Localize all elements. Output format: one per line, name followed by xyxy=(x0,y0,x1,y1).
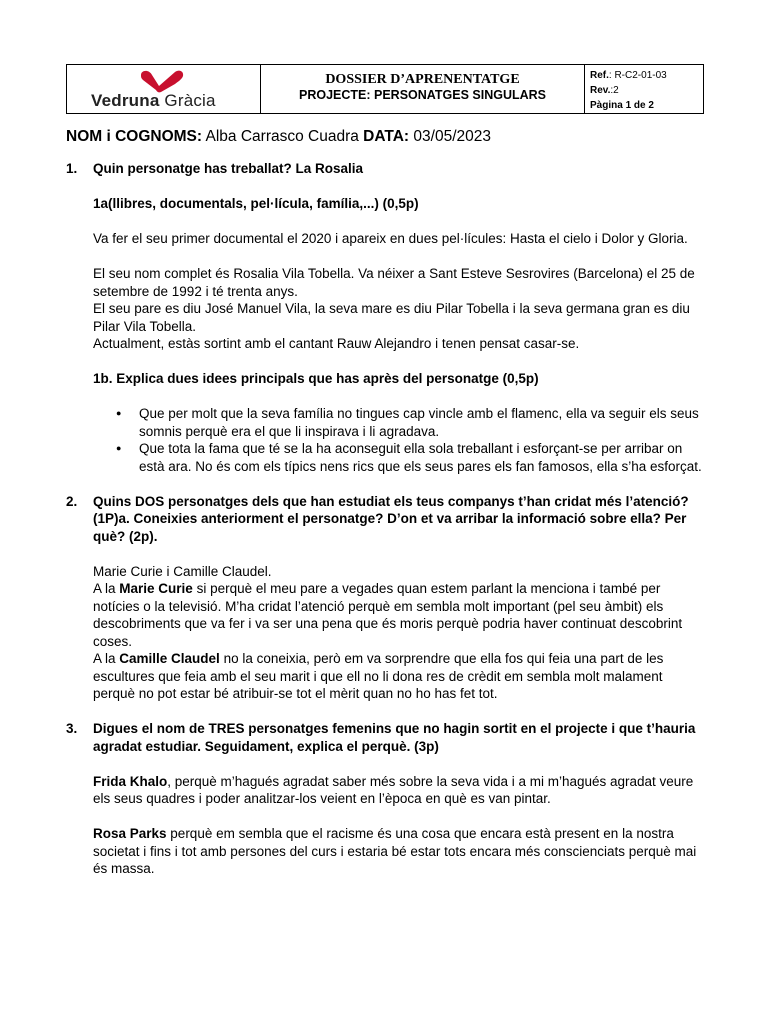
ideas-list xyxy=(116,405,706,475)
document-header xyxy=(66,64,704,114)
person-name: Rosa Parks xyxy=(93,826,167,841)
logo-wordmark xyxy=(91,91,216,111)
ref-line: Ref.: R-C2-01-03 xyxy=(590,70,667,81)
answer-paragraph: El seu pare es diu José Manuel Vila, la seva mare es diu Pilar Tobella i la seva germana gran es diu Pilar Vila Tobella. xyxy=(93,301,690,334)
question-text: Quins DOS personatges dels que han estudiat els teus companys t’han cridat més l’atenció? (1P)a. Coneixies anteriorment el personatge? D’on et va arribar la informació sobre ella? Per què? (2p). xyxy=(93,493,689,544)
answer-paragraph: A la Marie Curie si perquè el meu pare a vegades quan estem parlant la menciona i també per notícies o la televisió. M’ha cridat l’atenció perquè em sembla molt important (pel seu àmbit) els descobriments que va fer i va ser una pena que és moris perquè podria haver continuat descobrint coses. xyxy=(93,581,683,649)
name-label: NOM i COGNOMS: xyxy=(66,128,203,145)
answer-paragraph: A la Camille Claudel no la coneixia, però em va sorprendre que ella fos qui feia una part de les escultures que feia amb el seu marit i que ell no li dona res de crèdit em sembla molt malament perquè no pot estar bé atribuir-se tot el mèrit quan no ho has fet tot. xyxy=(93,651,664,701)
header-meta-cell xyxy=(585,65,703,113)
logo-place: Gràcia xyxy=(164,91,216,110)
school-logo xyxy=(67,65,261,113)
subquestion-1b: 1b. Explica dues idees principals que has après del personatge (0,5p) xyxy=(93,371,539,386)
answer-paragraph: Frida Khalo, perquè m’hagués agradat saber més sobre la seva vida i a mi m’hagués agradat veure els seus quadres i poder analitzar-los veient en l’època en què es van pintar. xyxy=(93,773,694,806)
answer-paragraph: Actualment, estàs sortint amb el cantant Rauw Alejandro i tenen pensat casar-se. xyxy=(93,336,580,351)
rev-line: Rev.:2 xyxy=(590,85,619,96)
document-subtitle: PROJECTE: PERSONATGES SINGULARS xyxy=(298,88,547,102)
question-number: 2. xyxy=(66,493,78,509)
question-number: 3. xyxy=(66,721,78,736)
logo-brand: Vedruna xyxy=(91,91,160,110)
answer-paragraph: El seu nom complet és Rosalia Vila Tobella. Va néixer a Sant Esteve Sesrovires (Barcelona) el 25 de setembre de 1992 i té trenta anys. xyxy=(93,266,695,299)
document-body xyxy=(66,160,706,878)
person-name: Frida Khalo xyxy=(93,773,168,789)
name-value: Alba Carrasco Cuadra xyxy=(202,128,364,145)
question-1 xyxy=(66,160,706,178)
question-3 xyxy=(66,720,706,755)
question-text: Digues el nom de TRES personatges femenins que no hagin sortit en el projecte i que t’hauria agradat estudiar. Seguidament, explica el perquè. (3p) xyxy=(93,721,696,754)
heart-icon xyxy=(137,69,187,93)
question-text: Quin personatge has treballat? La Rosalia xyxy=(93,161,364,176)
answer-paragraph: Marie Curie i Camille Claudel. xyxy=(93,563,272,579)
date-value: 03/05/2023 xyxy=(409,128,491,145)
document-title: DOSSIER D’APRENENTATGE xyxy=(325,72,520,87)
person-name: Camille Claudel xyxy=(119,651,220,666)
question-number: 1. xyxy=(66,161,78,176)
list-item: ● Que tota la fama que té se la ha aconseguit ella sola treballant i esforçant-se per arribar on està ara. No és com els típics nens rics que els seus pares els fan famosos, ella s’ha esforçat. xyxy=(116,440,706,475)
student-info xyxy=(66,128,491,146)
answer-paragraph: Rosa Parks perquè em sembla que el racisme és una cosa que encara està present en la nostra societat i fins i tot amb persones del curs i estaria bé estar tots encara més conscienciats perquè mai és massa. xyxy=(93,826,697,876)
date-label: DATA: xyxy=(363,128,410,145)
question-2 xyxy=(66,493,706,546)
answer-paragraph: Va fer el seu primer documental el 2020 i apareix en dues pel·lícules: Hasta el cielo i Dolor y Gloria. xyxy=(93,231,688,246)
subquestion-1a: 1a(llibres, documentals, pel·lícula, família,...) (0,5p) xyxy=(93,196,419,211)
list-item: ● Que per molt que la seva família no tingues cap vincle amb el flamenc, ella va seguir els seus somnis perquè era el que li inspirava i li agradava. xyxy=(116,405,706,440)
page-number: Pàgina 1 de 2 xyxy=(590,100,654,111)
person-name: Marie Curie xyxy=(119,581,193,596)
header-title-cell xyxy=(261,65,585,113)
